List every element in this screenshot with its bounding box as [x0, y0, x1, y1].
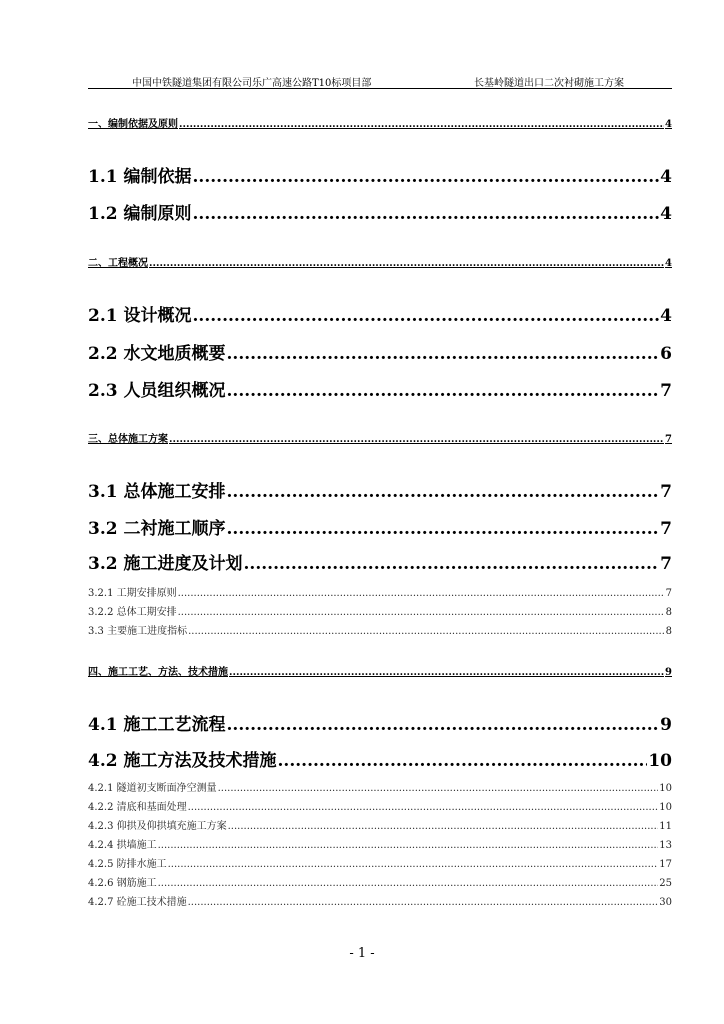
toc-entry-level3[interactable]	[88, 893, 672, 908]
toc-leader	[227, 482, 660, 502]
toc-entry-level2[interactable]	[88, 376, 672, 401]
toc-entry-level3[interactable]	[88, 603, 672, 618]
toc-entry-page: 8	[665, 626, 672, 637]
toc-entry-title: 3.2.1 工期安排原则	[88, 588, 177, 599]
toc-leader	[158, 878, 659, 889]
toc-entry-page: 9	[665, 667, 672, 678]
toc-leader	[149, 258, 664, 269]
toc-leader	[158, 840, 659, 851]
toc-entry-page: 10	[659, 783, 672, 794]
toc-entry-title: 3.2 施工进度及计划	[88, 554, 243, 574]
toc-entry-level3[interactable]	[88, 622, 672, 637]
toc-leader	[179, 119, 664, 130]
toc-leader	[193, 167, 660, 187]
toc-entry-title: 2.2 水文地质概要	[88, 344, 226, 364]
toc-leader	[227, 715, 660, 735]
toc-entry-page: 7	[660, 554, 672, 574]
toc-entry-title: 四、施工工艺、方法、技术措施	[88, 667, 228, 678]
toc-entry-page: 7	[665, 434, 672, 445]
toc-entry-page: 7	[660, 381, 672, 401]
toc-entry-page: 30	[659, 897, 672, 908]
toc-leader	[228, 821, 659, 832]
toc-entry-level1[interactable]	[88, 115, 672, 130]
toc-entry-title: 4.2.6 钢筋施工	[88, 878, 157, 889]
toc-entry-title: 4.1 施工工艺流程	[88, 715, 226, 735]
toc-entry-page: 7	[665, 588, 672, 599]
toc-entry-level2[interactable]	[88, 477, 672, 502]
header-left-text: 中国中铁隧道集团有限公司乐广高速公路T10标项目部	[132, 78, 372, 89]
toc-entry-level1[interactable]	[88, 430, 672, 445]
toc-entry-level2[interactable]	[88, 549, 672, 574]
toc-leader	[188, 626, 665, 637]
toc-entry-title: 4.2.2 清底和基面处理	[88, 802, 187, 813]
toc-entry-level2[interactable]	[88, 301, 672, 326]
toc-leader	[227, 519, 660, 539]
toc-entry-level2[interactable]	[88, 162, 672, 187]
toc-entry-page: 25	[659, 878, 672, 889]
toc-entry-title: 4.2.4 拱墙施工	[88, 840, 157, 851]
toc-entry-level3[interactable]	[88, 874, 672, 889]
toc-entry-page: 4	[660, 167, 672, 187]
toc-entry-level2[interactable]	[88, 710, 672, 735]
toc-entry-page: 4	[660, 306, 672, 326]
toc-entry-title: 2.1 设计概况	[88, 306, 192, 326]
toc-entry-page: 6	[660, 344, 672, 364]
toc-entry-page: 11	[659, 821, 672, 832]
toc-leader	[178, 607, 665, 618]
toc-entry-title: 1.1 编制依据	[88, 167, 192, 187]
toc-leader	[227, 381, 660, 401]
toc-entry-level3[interactable]	[88, 584, 672, 599]
toc-entry-title: 4.2.1 隧道初支断面净空测量	[88, 783, 217, 794]
toc-entry-level3[interactable]	[88, 798, 672, 813]
toc-entry-page: 17	[659, 859, 672, 870]
toc-entry-page: 8	[665, 607, 672, 618]
toc-entry-title: 3.1 总体施工安排	[88, 482, 226, 502]
toc-leader	[218, 783, 659, 794]
toc-leader	[188, 802, 659, 813]
toc-entry-page: 4	[665, 258, 672, 269]
table-of-contents	[88, 0, 672, 1024]
toc-entry-title: 3.2 二衬施工顺序	[88, 519, 226, 539]
toc-entry-page: 7	[660, 482, 672, 502]
toc-entry-level2[interactable]	[88, 746, 672, 771]
toc-leader	[169, 434, 664, 445]
toc-entry-page: 4	[665, 119, 672, 130]
toc-leader	[178, 588, 665, 599]
toc-entry-title: 3.2.2 总体工期安排	[88, 607, 177, 618]
toc-entry-level2[interactable]	[88, 514, 672, 539]
toc-leader	[193, 306, 660, 326]
toc-entry-page: 10	[659, 802, 672, 813]
page-number: - 1 -	[349, 946, 375, 961]
toc-entry-title: 二、工程概况	[88, 258, 148, 269]
toc-entry-page: 9	[660, 715, 672, 735]
toc-leader	[229, 667, 664, 678]
toc-entry-title: 三、总体施工方案	[88, 434, 168, 445]
toc-entry-title: 4.2.3 仰拱及仰拱填充施工方案	[88, 821, 227, 832]
toc-leader	[193, 204, 660, 224]
toc-entry-level1[interactable]	[88, 254, 672, 269]
toc-leader	[227, 344, 660, 364]
toc-entry-page: 13	[659, 840, 672, 851]
toc-leader	[168, 859, 659, 870]
header-right-text: 长基岭隧道出口二次衬砌施工方案	[474, 78, 624, 89]
toc-entry-level3[interactable]	[88, 836, 672, 851]
toc-entry-level3[interactable]	[88, 779, 672, 794]
toc-entry-page: 4	[660, 204, 672, 224]
toc-entry-level1[interactable]	[88, 663, 672, 678]
toc-entry-title: 2.3 人员组织概况	[88, 381, 226, 401]
toc-entry-level3[interactable]	[88, 817, 672, 832]
toc-entry-title: 4.2 施工方法及技术措施	[88, 751, 277, 771]
toc-entry-level3[interactable]	[88, 855, 672, 870]
toc-entry-page: 7	[660, 519, 672, 539]
toc-entry-title: 1.2 编制原则	[88, 204, 192, 224]
toc-entry-title: 4.2.5 防排水施工	[88, 859, 167, 870]
toc-entry-page: 10	[648, 751, 672, 771]
toc-entry-title: 4.2.7 砼施工技术措施	[88, 897, 187, 908]
toc-leader	[188, 897, 659, 908]
toc-entry-level2[interactable]	[88, 199, 672, 224]
toc-entry-title: 一、编制依据及原则	[88, 119, 178, 130]
toc-leader	[244, 554, 660, 574]
toc-entry-level2[interactable]	[88, 339, 672, 364]
toc-entry-title: 3.3 主要施工进度指标	[88, 626, 188, 637]
toc-leader	[278, 751, 648, 771]
